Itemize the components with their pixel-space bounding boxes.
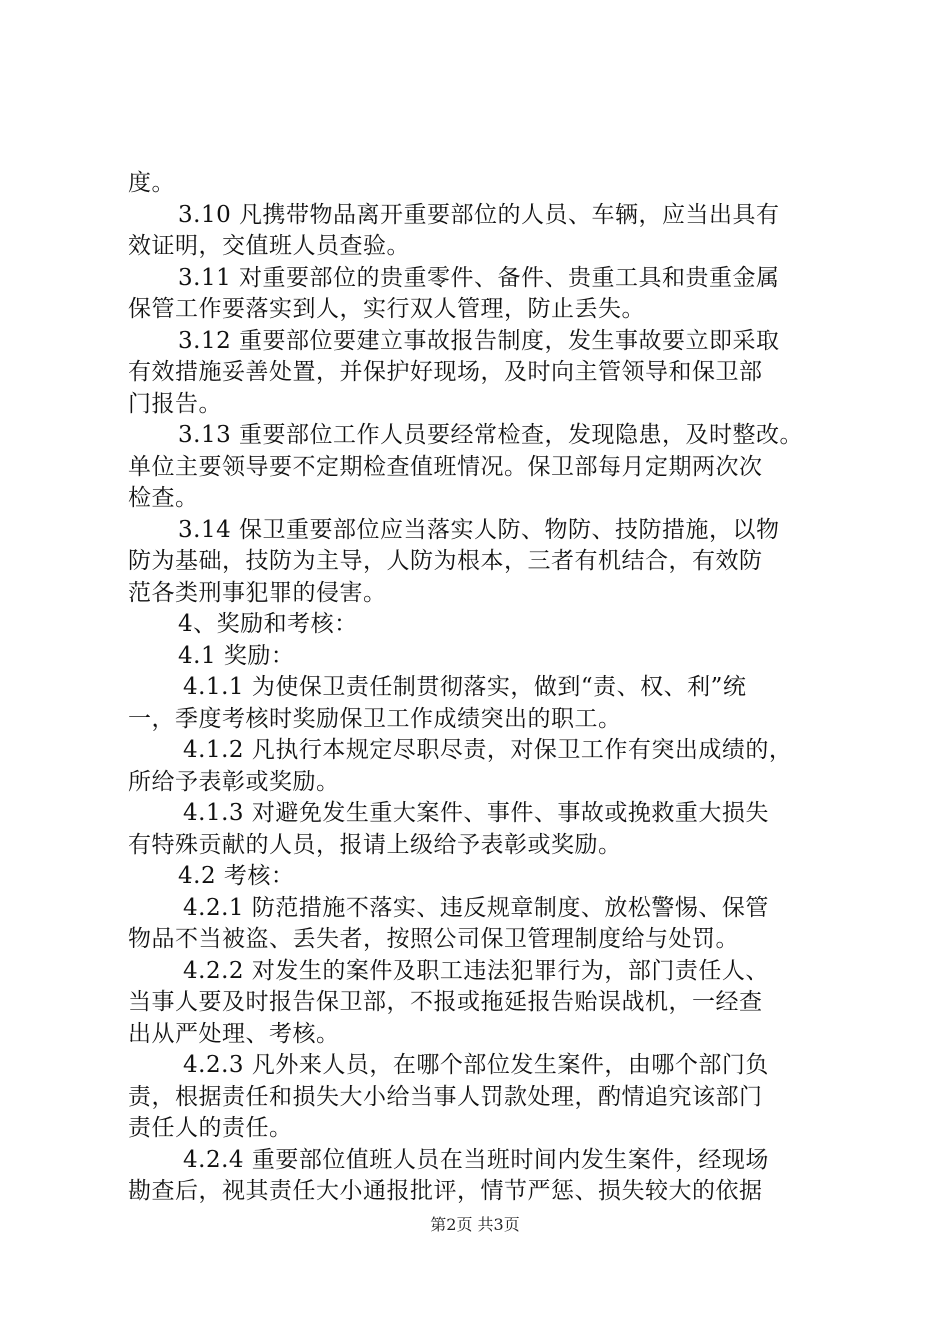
paragraph — [128, 1145, 833, 1208]
paragraph — [128, 861, 833, 893]
paragraph — [128, 641, 833, 673]
text-line: 3.10 凡携带物品离开重要部位的人员、车辆，应当出具有 — [178, 201, 780, 228]
text-line: 3.11 对重要部位的贵重零件、备件、贵重工具和贵重金属 — [178, 264, 780, 291]
paragraph — [128, 672, 833, 735]
text-line: 4.2.4 重要部位值班人员在当班时间内发生案件，经现场 — [183, 1146, 769, 1173]
text-line: 责，根据责任和损失大小给当事人罚款处理，酌情追究该部门 — [128, 1083, 763, 1110]
text-line: 4.1 奖励： — [178, 642, 295, 669]
text-line: 防为基础，技防为主导，人防为根本，三者有机结合，有效防 — [128, 548, 763, 574]
paragraph — [128, 798, 833, 861]
text-line: 4.1.3 对避免发生重大案件、事件、事故或挽救重大损失 — [183, 800, 769, 826]
text-line: 效证明，交值班人员查验。 — [128, 233, 410, 259]
paragraph — [128, 420, 833, 515]
text-line: 4、奖励和考核： — [178, 611, 358, 637]
text-line: 3.12 重要部位要建立事故报告制度，发生事故要立即采取 — [178, 327, 780, 354]
paragraph — [128, 326, 833, 421]
text-line: 3.13 重要部位工作人员要经常检查，发现隐患，及时整改。 — [178, 422, 804, 448]
text-line: 当事人要及时报告保卫部，不报或拖延报告贻误战机，一经查 — [128, 989, 763, 1015]
text-line: 检查。 — [128, 485, 199, 511]
paragraph — [128, 1050, 833, 1145]
paragraph — [128, 515, 833, 610]
text-line: 4.1.1 为使保卫责任制贯彻落实，做到“责、权、利”统 — [183, 674, 747, 700]
text-line: 有特殊贡献的人员，报请上级给予表彰或奖励。 — [128, 831, 622, 858]
page-footer: 第2页 共3页 — [430, 1215, 520, 1234]
text-line: 门报告。 — [128, 390, 222, 417]
text-line: 单位主要领导要不定期检查值班情况。保卫部每月定期两次次 — [128, 453, 763, 480]
paragraph — [128, 200, 833, 263]
paragraph — [128, 168, 833, 200]
paragraph — [128, 263, 833, 326]
paragraph — [128, 956, 833, 1051]
text-line: 4.1.2 凡执行本规定尽职尽责，对保卫工作有突出成绩的， — [183, 737, 793, 763]
text-line: 保管工作要落实到人，实行双人管理，防止丢失。 — [128, 296, 645, 322]
text-line: 4.2.1 防范措施不落实、违反规章制度、放松警惕、保管 — [183, 894, 769, 921]
text-line: 4.2 考核： — [178, 863, 295, 889]
text-line: 度。 — [128, 170, 175, 196]
document-body — [128, 168, 833, 1208]
text-line: 4.2.2 对发生的案件及职工违法犯罪行为，部门责任人、 — [183, 957, 769, 984]
text-line: 4.2.3 凡外来人员，在哪个部位发生案件，由哪个部门负 — [183, 1052, 769, 1078]
text-line: 范各类刑事犯罪的侵害。 — [128, 579, 387, 606]
paragraph — [128, 893, 833, 956]
paragraph — [128, 735, 833, 798]
text-line: 一，季度考核时奖励保卫工作成绩突出的职工。 — [128, 705, 622, 732]
text-line: 出从严处理、考核。 — [128, 1020, 340, 1047]
paragraph — [128, 609, 833, 641]
text-line: 勘查后，视其责任大小通报批评，情节严惩、损失较大的依据 — [128, 1178, 763, 1204]
text-line: 有效措施妥善处置，并保护好现场，及时向主管领导和保卫部 — [128, 359, 763, 385]
text-line: 责任人的责任。 — [128, 1115, 293, 1141]
text-line: 所给予表彰或奖励。 — [128, 768, 340, 795]
text-line: 3.14 保卫重要部位应当落实人防、物防、技防措施，以物 — [178, 516, 780, 543]
text-line: 物品不当被盗、丢失者，按照公司保卫管理制度给与处罚。 — [128, 926, 739, 952]
